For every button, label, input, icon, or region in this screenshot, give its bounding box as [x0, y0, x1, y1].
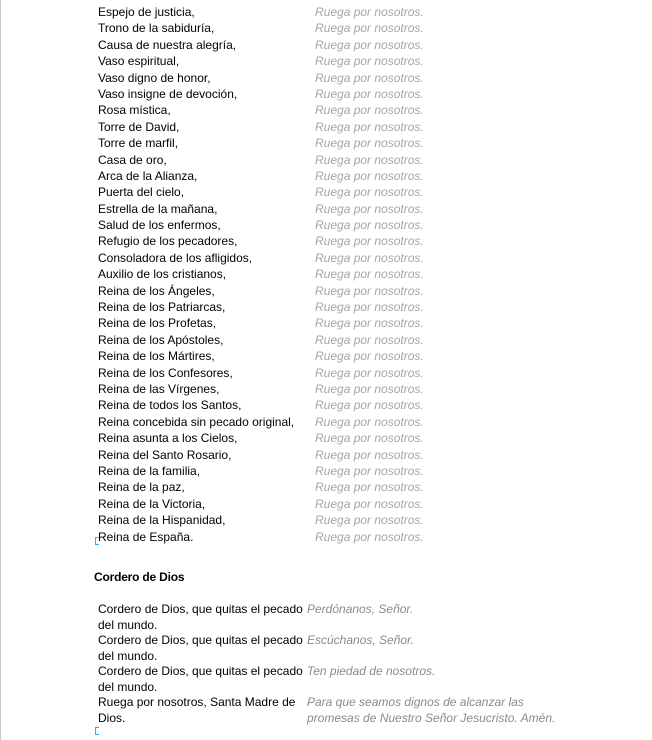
litany-row	[98, 332, 598, 348]
litany-row	[98, 250, 598, 266]
litany-row	[98, 381, 598, 397]
litany-row	[98, 119, 598, 135]
invocation-text: Reina de los Ángeles,	[98, 283, 215, 298]
litany-row	[98, 233, 598, 249]
litany-row	[98, 414, 598, 430]
invocation-text: Ruega por nosotros, Santa Madre de Dios.	[98, 695, 296, 725]
invocation-text: Arca de la Alianza,	[98, 168, 198, 183]
litany-table	[98, 4, 598, 545]
invocation-text: Reina concebida sin pecado original,	[98, 414, 295, 429]
litany-row	[98, 201, 598, 217]
litany-row	[98, 397, 598, 413]
agnus-dei-row	[98, 601, 568, 633]
invocation-text: Reina de todos los Santos,	[98, 398, 242, 413]
litany-row	[98, 315, 598, 331]
litany-row	[98, 283, 598, 299]
invocation-text: Vaso digno de honor,	[98, 70, 211, 85]
litany-row	[98, 135, 598, 151]
litany-row	[98, 217, 598, 233]
invocation-text: Cordero de Dios, que quitas el pecado del mundo.	[98, 633, 303, 663]
response-text: Ruega por nosotros.	[315, 431, 424, 446]
response-text: Para que seamos dignos de alcanzar las promesas de Nuestro Señor Jesucristo. Amén.	[307, 695, 556, 725]
litany-row	[98, 53, 598, 69]
response-text: Ruega por nosotros.	[315, 332, 424, 347]
agnus-dei-row	[98, 694, 568, 726]
response-text: Ruega por nosotros.	[315, 480, 424, 495]
invocation-text: Cordero de Dios, que quitas el pecado del mundo.	[98, 602, 303, 632]
agnus-dei-row	[98, 632, 568, 664]
response-text: Ruega por nosotros.	[315, 267, 424, 282]
litany-row	[98, 447, 598, 463]
response-text: Ruega por nosotros.	[315, 316, 424, 331]
response-text: Ruega por nosotros.	[315, 513, 424, 528]
response-text: Ruega por nosotros.	[315, 398, 424, 413]
response-text: Perdónanos, Señor.	[307, 602, 414, 616]
litany-row	[98, 70, 598, 86]
litany-row	[98, 463, 598, 479]
invocation-text: Cordero de Dios, que quitas el pecado del mundo.	[98, 664, 303, 694]
litany-row	[98, 37, 598, 53]
response-text: Ruega por nosotros.	[315, 414, 424, 429]
response-text: Ruega por nosotros.	[315, 234, 424, 249]
agnus-dei-row	[98, 663, 568, 695]
paragraph-anchor-icon	[95, 537, 99, 545]
invocation-text: Espejo de justicia,	[98, 5, 195, 19]
litany-row	[98, 529, 598, 545]
response-text: Ruega por nosotros.	[315, 250, 424, 265]
page-edge	[0, 0, 1, 740]
response-text: Ruega por nosotros.	[315, 529, 424, 544]
litany-row	[98, 4, 598, 20]
litany-row	[98, 86, 598, 102]
response-text: Ruega por nosotros.	[315, 54, 424, 69]
litany-row	[98, 430, 598, 446]
invocation-text: Reina del Santo Rosario,	[98, 447, 232, 462]
litany-row	[98, 512, 598, 528]
litany-row	[98, 496, 598, 512]
invocation-text: Reina de los Mártires,	[98, 349, 215, 364]
response-text: Ruega por nosotros.	[315, 152, 424, 167]
response-text: Ruega por nosotros.	[315, 365, 424, 380]
response-text: Ruega por nosotros.	[315, 103, 424, 118]
litany-row	[98, 184, 598, 200]
response-text: Ruega por nosotros.	[315, 447, 424, 462]
invocation-text: Reina de los Confesores,	[98, 365, 233, 380]
response-text: Ruega por nosotros.	[315, 136, 424, 151]
section-heading: Cordero de Dios	[94, 570, 185, 584]
response-text: Ten piedad de nosotros.	[307, 664, 436, 678]
litany-row	[98, 479, 598, 495]
response-text: Ruega por nosotros.	[315, 218, 424, 233]
invocation-text: Vaso espiritual,	[98, 54, 180, 69]
invocation-text: Reina de España.	[98, 529, 194, 544]
invocation-text: Reina de los Apóstoles,	[98, 332, 224, 347]
invocation-text: Rosa mística,	[98, 103, 171, 118]
invocation-text: Trono de la sabiduría,	[98, 21, 215, 36]
response-text: Ruega por nosotros.	[315, 349, 424, 364]
invocation-text: Reina de los Patriarcas,	[98, 300, 226, 315]
response-text: Ruega por nosotros.	[315, 283, 424, 298]
invocation-text: Vaso insigne de devoción,	[98, 86, 238, 101]
response-text: Ruega por nosotros.	[315, 70, 424, 85]
litany-row	[98, 348, 598, 364]
invocation-text: Torre de marfil,	[98, 136, 179, 151]
response-text: Ruega por nosotros.	[315, 496, 424, 511]
response-text: Ruega por nosotros.	[315, 21, 424, 36]
invocation-text: Reina asunta a los Cielos,	[98, 431, 238, 446]
invocation-text: Torre de David,	[98, 119, 180, 134]
response-text: Ruega por nosotros.	[315, 86, 424, 101]
litany-row	[98, 168, 598, 184]
litany-row	[98, 102, 598, 118]
response-text: Ruega por nosotros.	[315, 37, 424, 52]
response-text: Ruega por nosotros.	[315, 168, 424, 183]
invocation-text: Reina de la Hispanidad,	[98, 513, 226, 528]
invocation-text: Salud de los enfermos,	[98, 218, 221, 233]
invocation-text: Refugio de los pecadores,	[98, 234, 238, 249]
response-text: Ruega por nosotros.	[315, 185, 424, 200]
invocation-text: Casa de oro,	[98, 152, 167, 167]
response-text: Ruega por nosotros.	[315, 463, 424, 478]
invocation-text: Causa de nuestra alegría,	[98, 37, 237, 52]
litany-row	[98, 299, 598, 315]
response-text: Escúchanos, Señor.	[307, 633, 414, 647]
invocation-text: Reina de la Victoria,	[98, 496, 206, 511]
response-text: Ruega por nosotros.	[315, 5, 424, 19]
invocation-text: Estrella de la mañana,	[98, 201, 218, 216]
litany-row	[98, 266, 598, 282]
litany-row	[98, 365, 598, 381]
response-text: Ruega por nosotros.	[315, 300, 424, 315]
invocation-text: Reina de los Profetas,	[98, 316, 217, 331]
response-text: Ruega por nosotros.	[315, 201, 424, 216]
response-text: Ruega por nosotros.	[315, 381, 424, 396]
paragraph-anchor-icon	[95, 727, 99, 735]
invocation-text: Reina de las Vírgenes,	[98, 381, 220, 396]
invocation-text: Auxilio de los cristianos,	[98, 267, 227, 282]
invocation-text: Consoladora de los afligidos,	[98, 250, 253, 265]
response-text: Ruega por nosotros.	[315, 119, 424, 134]
invocation-text: Reina de la familia,	[98, 463, 201, 478]
invocation-text: Reina de la paz,	[98, 480, 185, 495]
litany-row	[98, 20, 598, 36]
invocation-text: Puerta del cielo,	[98, 185, 185, 200]
litany-row	[98, 152, 598, 168]
